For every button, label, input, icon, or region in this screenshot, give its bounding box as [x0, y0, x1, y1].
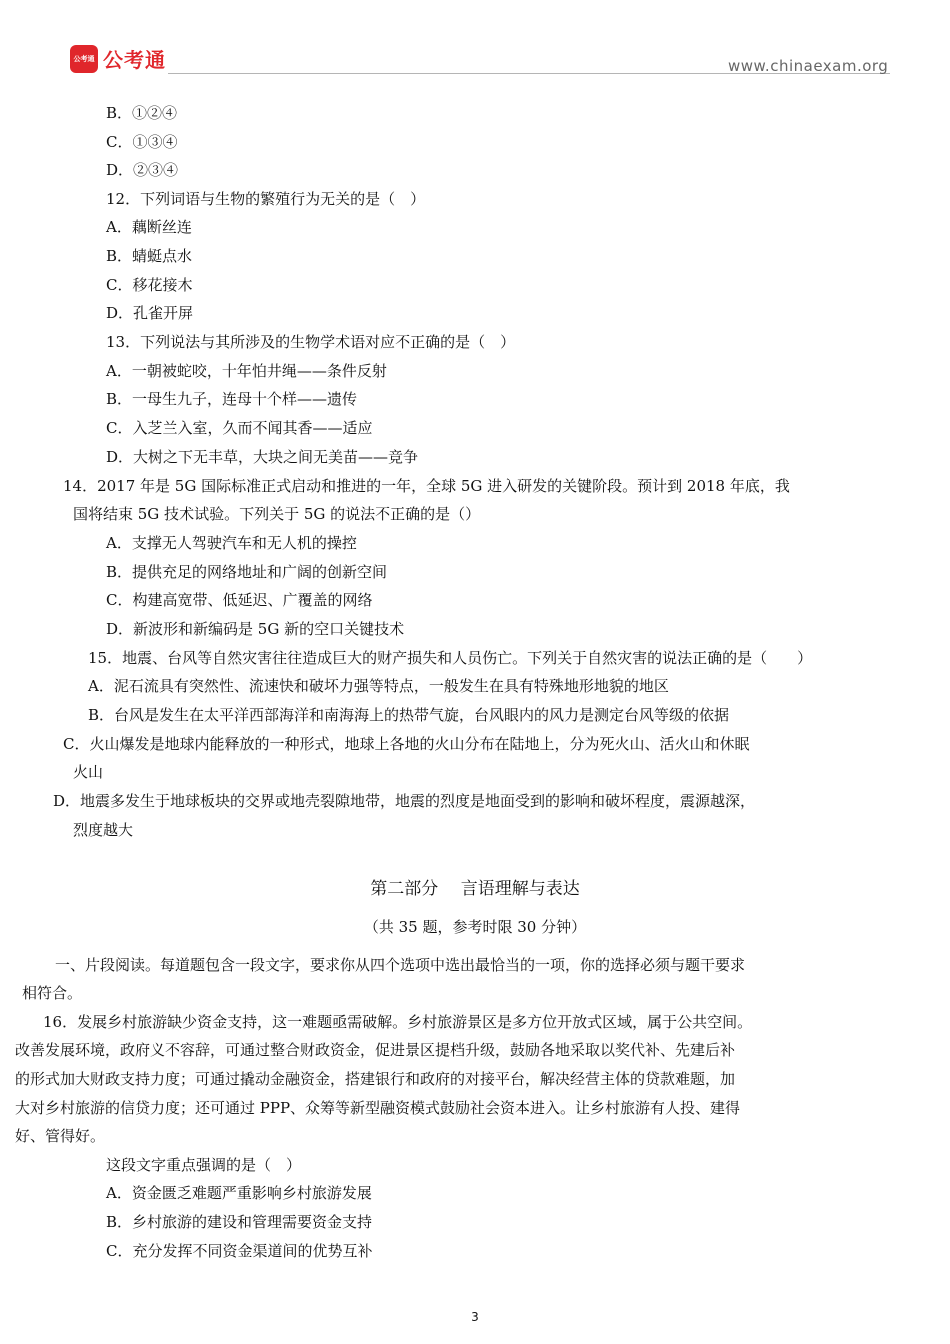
option-line: B．蜻蜓点水	[106, 247, 193, 265]
instruction-line: 相符合。	[22, 984, 83, 1002]
header-logo	[70, 44, 166, 73]
option-line: C．构建高宽带、低延迟、广覆盖的网络	[106, 591, 373, 609]
option-line: D．新波形和新编码是 5G 新的空口关键技术	[106, 620, 405, 638]
option-line: B．乡村旅游的建设和管理需要资金支持	[106, 1213, 373, 1231]
question-line: 15．地震、台风等自然灾害往往造成巨大的财产损失和人员伤亡。下列关于自然灾害的说法正确的是（ ）	[88, 649, 813, 667]
option-line: C．①③④	[106, 133, 178, 151]
question-line: 这段文字重点强调的是（ ）	[106, 1156, 302, 1174]
option-line: D．大树之下无丰草，大块之间无美苗——竞争	[106, 448, 419, 466]
option-line: A．一朝被蛇咬，十年怕井绳——条件反射	[106, 362, 387, 380]
question-line: 13．下列说法与其所涉及的生物学术语对应不正确的是（ ）	[106, 333, 516, 351]
page-number: 3	[471, 1310, 479, 1324]
option-line: 火山	[73, 763, 104, 781]
option-line: C．移花接木	[106, 276, 193, 294]
passage-line: 好、管得好。	[15, 1127, 106, 1145]
option-line: D．②③④	[106, 161, 179, 179]
option-line: B．一母生九子，连母十个样——遗传	[106, 390, 358, 408]
option-line: A．资金匮乏难题严重影响乡村旅游发展	[106, 1184, 372, 1202]
option-line: D．孔雀开屏	[106, 304, 194, 322]
question-line: 国将结束 5G 技术试验。下列关于 5G 的说法不正确的是（）	[73, 505, 481, 523]
logo-badge: 公考通	[70, 45, 98, 73]
option-line: 烈度越大	[73, 821, 134, 839]
instruction-line: 一、片段阅读。每道题包含一段文字，要求你从四个选项中选出最恰当的一项，你的选择必须与题干要求	[55, 956, 746, 974]
option-line: A．泥石流具有突然性、流速快和破坏力强等特点，一般发生在具有特殊地形地貌的地区	[88, 677, 669, 695]
option-line: C．充分发挥不同资金渠道间的优势互补	[106, 1242, 373, 1260]
section-title: 第二部分 言语理解与表达	[370, 879, 580, 899]
option-line: B．台风是发生在太平洋西部海洋和南海海上的热带气旋，台风眼内的风力是测定台风等级的依据	[88, 706, 730, 724]
option-line: C．入芝兰入室，久而不闻其香——适应	[106, 419, 373, 437]
passage-line: 的形式加大财政支持力度；可通过撬动金融资金，搭建银行和政府的对接平台，解决经营主体的贷款难题，加	[15, 1070, 736, 1088]
passage-line: 16．发展乡村旅游缺少资金支持，这一难题亟需破解。乡村旅游景区是多方位开放式区域，属于公共空间。	[43, 1013, 753, 1031]
question-line: 12．下列词语与生物的繁殖行为无关的是（ ）	[106, 190, 426, 208]
option-line: D．地震多发生于地球板块的交界或地壳裂隙地带，地震的烈度是地面受到的影响和破坏程度，震源越深，	[53, 792, 756, 810]
option-line: A．支撑无人驾驶汽车和无人机的操控	[106, 534, 357, 552]
logo-text: 公考通	[103, 48, 166, 72]
section-subtitle: （共 35 题，参考时限 30 分钟）	[363, 918, 587, 936]
question-line: 14．2017 年是 5G 国际标准正式启动和推进的一年，全球 5G 进入研发的关键阶段。预计到 2018 年底，我	[63, 477, 790, 495]
option-line: C．火山爆发是地球内能释放的一种形式，地球上各地的火山分布在陆地上，分为死火山、活火山和休眠	[63, 735, 750, 753]
option-line: B．①②④	[106, 104, 178, 122]
option-line: A．藕断丝连	[106, 218, 192, 236]
passage-line: 改善发展环境，政府义不容辞，可通过整合财政资金，促进景区提档升级，鼓励各地采取以奖代补、先建后补	[15, 1041, 736, 1059]
option-line: B．提供充足的网络地址和广阔的创新空间	[106, 563, 388, 581]
passage-line: 大对乡村旅游的信贷力度；还可通过 PPP、众筹等新型融资模式鼓励社会资本进入。让乡村旅游有人投、建得	[15, 1099, 741, 1117]
header-url: www.chinaexam.org	[728, 57, 889, 75]
